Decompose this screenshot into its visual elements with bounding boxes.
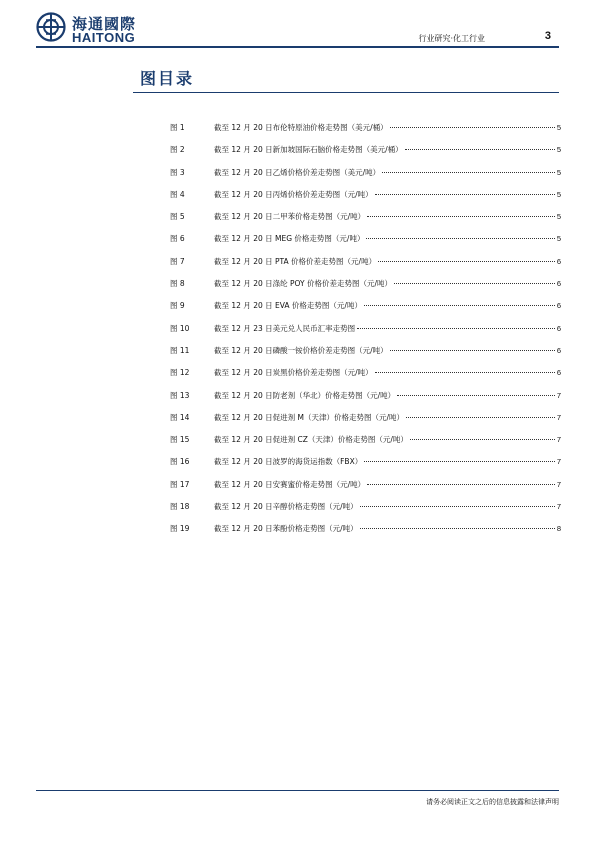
footer-disclaimer: 请务必阅读正文之后的信息披露和法律声明 [426,798,559,806]
toc-page-number: 5 [556,189,561,199]
toc-figure-title: 截至 12 月 20 日促进剂 CZ（天津）价格走势图（元/吨） [214,435,408,445]
toc-page-number: 6 [556,256,561,266]
toc-leader-dots [394,283,555,284]
toc-figure-title: 截至 12 月 20 日乙烯价格价差走势图（美元/吨） [214,167,381,177]
toc-leader-dots [405,149,555,150]
toc-item[interactable] [170,412,561,434]
toc-figure-title: 截至 12 月 20 日苯酚价格走势图（元/吨） [214,524,358,534]
toc-leader-dots [366,238,554,239]
toc-page-number: 6 [556,301,561,311]
toc-figure-title: 截至 12 月 20 日涤纶 POY 价格价差走势图（元/吨） [214,279,393,289]
toc-item[interactable] [170,233,561,255]
toc-leader-dots [382,172,555,173]
toc-leader-dots [367,216,555,217]
toc-figure-title: 截至 12 月 20 日促进剂 M（天津）价格走势图（元/吨） [214,412,405,422]
toc-entry [214,412,561,423]
toc-item[interactable] [170,278,561,300]
toc-figure-number: 图 15 [170,435,190,445]
toc-page-number: 7 [556,457,561,467]
title-divider [133,92,559,93]
toc-item[interactable] [170,323,561,345]
toc-entry [214,390,561,401]
toc-leader-dots [360,528,555,529]
toc-figure-number: 图 11 [170,345,190,355]
toc-entry [214,345,561,356]
section-title: 图目录 [140,69,195,88]
toc-entry [214,523,561,534]
toc-figure-number: 图 9 [170,301,185,311]
toc-leader-dots [364,305,555,306]
figure-list [170,122,561,546]
toc-item[interactable] [170,390,561,412]
toc-page-number: 7 [556,390,561,400]
toc-leader-dots [367,484,555,485]
toc-figure-number: 图 3 [170,167,185,177]
toc-figure-title: 截至 12 月 20 日 PTA 价格价差走势图（元/吨） [214,256,377,266]
report-category: 行业研究·化工行业 [418,34,485,43]
toc-figure-title: 截至 12 月 20 日 EVA 价格走势图（元/吨） [214,301,362,311]
toc-leader-dots [378,261,555,262]
toc-leader-dots [406,417,555,418]
toc-item[interactable] [170,256,561,278]
toc-leader-dots [410,439,555,440]
toc-page-number: 7 [556,435,561,445]
toc-entry [214,167,561,178]
toc-page-number: 6 [556,368,561,378]
toc-figure-number: 图 8 [170,279,185,289]
haitong-logo [36,10,156,46]
toc-figure-title: 截至 12 月 23 日美元兑人民币汇率走势图 [214,323,356,333]
haitong-emblem-icon [36,12,66,42]
toc-figure-number: 图 18 [170,502,190,512]
toc-figure-title: 截至 12 月 20 日丙烯价格价差走势图（元/吨） [214,189,373,199]
toc-leader-dots [397,395,555,396]
toc-leader-dots [357,328,555,329]
toc-figure-number: 图 1 [170,123,185,132]
toc-item[interactable] [170,300,561,322]
toc-item[interactable] [170,122,561,144]
toc-item[interactable] [170,189,561,211]
toc-entry [214,122,561,133]
toc-entry [214,233,561,244]
toc-figure-title: 截至 12 月 20 日安赛蜜价格走势图（元/吨） [214,479,366,489]
toc-item[interactable] [170,211,561,233]
toc-page-number: 5 [556,145,561,155]
toc-figure-number: 图 5 [170,212,185,222]
toc-figure-number: 图 17 [170,479,190,489]
toc-figure-title: 截至 12 月 20 日磷酸一铵价格价差走势图（元/吨） [214,345,388,355]
toc-figure-title: 截至 12 月 20 日布伦特原油价格走势图（美元/桶） [214,123,388,132]
toc-page-number: 5 [556,212,561,222]
toc-leader-dots [360,506,555,507]
toc-figure-title: 截至 12 月 20 日波罗的海货运指数（FBX） [214,457,363,467]
toc-figure-number: 图 19 [170,524,190,534]
toc-item[interactable] [170,501,561,523]
toc-page-number: 7 [556,479,561,489]
toc-figure-number: 图 14 [170,412,190,422]
toc-leader-dots [375,372,555,373]
toc-entry [214,456,561,467]
toc-figure-number: 图 6 [170,234,185,244]
toc-figure-title: 截至 12 月 20 日 MEG 价格走势图（元/吨） [214,234,365,244]
toc-figure-number: 图 16 [170,457,190,467]
toc-entry [214,479,561,490]
toc-page-number: 5 [556,234,561,244]
toc-entry [214,501,561,512]
toc-entry [214,144,561,155]
logo-english-name: HAITONG [72,30,136,45]
toc-item[interactable] [170,479,561,501]
header-divider [36,46,559,48]
toc-item[interactable] [170,367,561,389]
toc-figure-number: 图 7 [170,256,185,266]
toc-figure-number: 图 12 [170,368,190,378]
toc-entry [214,211,561,222]
toc-figure-number: 图 2 [170,145,185,155]
toc-item[interactable] [170,434,561,456]
toc-figure-title: 截至 12 月 20 日新加坡国际石脑价格走势图（美元/桶） [214,145,403,155]
toc-page-number: 5 [556,123,561,132]
toc-entry [214,189,561,200]
page-number: 3 [544,30,551,42]
toc-page-number: 8 [556,524,561,534]
toc-entry [214,434,561,445]
toc-figure-title: 截至 12 月 20 日防老剂（华北）价格走势图（元/吨） [214,390,396,400]
toc-page-number: 7 [556,412,561,422]
toc-page-number: 6 [556,279,561,289]
toc-item[interactable] [170,345,561,367]
toc-leader-dots [390,350,555,351]
toc-figure-title: 截至 12 月 20 日炭黑价格价差走势图（元/吨） [214,368,373,378]
toc-leader-dots [364,461,555,462]
toc-page-number: 7 [556,502,561,512]
toc-item[interactable] [170,167,561,189]
logo-chinese-name: 海通國際 [72,15,137,33]
toc-figure-number: 图 10 [170,323,190,333]
toc-figure-number: 图 4 [170,189,185,199]
toc-item[interactable] [170,523,561,545]
toc-leader-dots [375,194,555,195]
toc-item[interactable] [170,144,561,166]
toc-item[interactable] [170,456,561,478]
toc-entry [214,300,561,311]
footer-divider [36,790,559,791]
toc-entry [214,367,561,378]
toc-leader-dots [390,127,555,128]
toc-page-number: 5 [556,167,561,177]
toc-page-number: 6 [556,323,561,333]
toc-entry [214,256,561,267]
toc-entry [214,323,561,334]
toc-page-number: 6 [556,345,561,355]
toc-entry [214,278,561,289]
toc-figure-title: 截至 12 月 20 日二甲苯价格走势图（元/吨） [214,212,366,222]
toc-figure-number: 图 13 [170,390,190,400]
toc-figure-title: 截至 12 月 20 日辛醇价格走势图（元/吨） [214,502,358,512]
